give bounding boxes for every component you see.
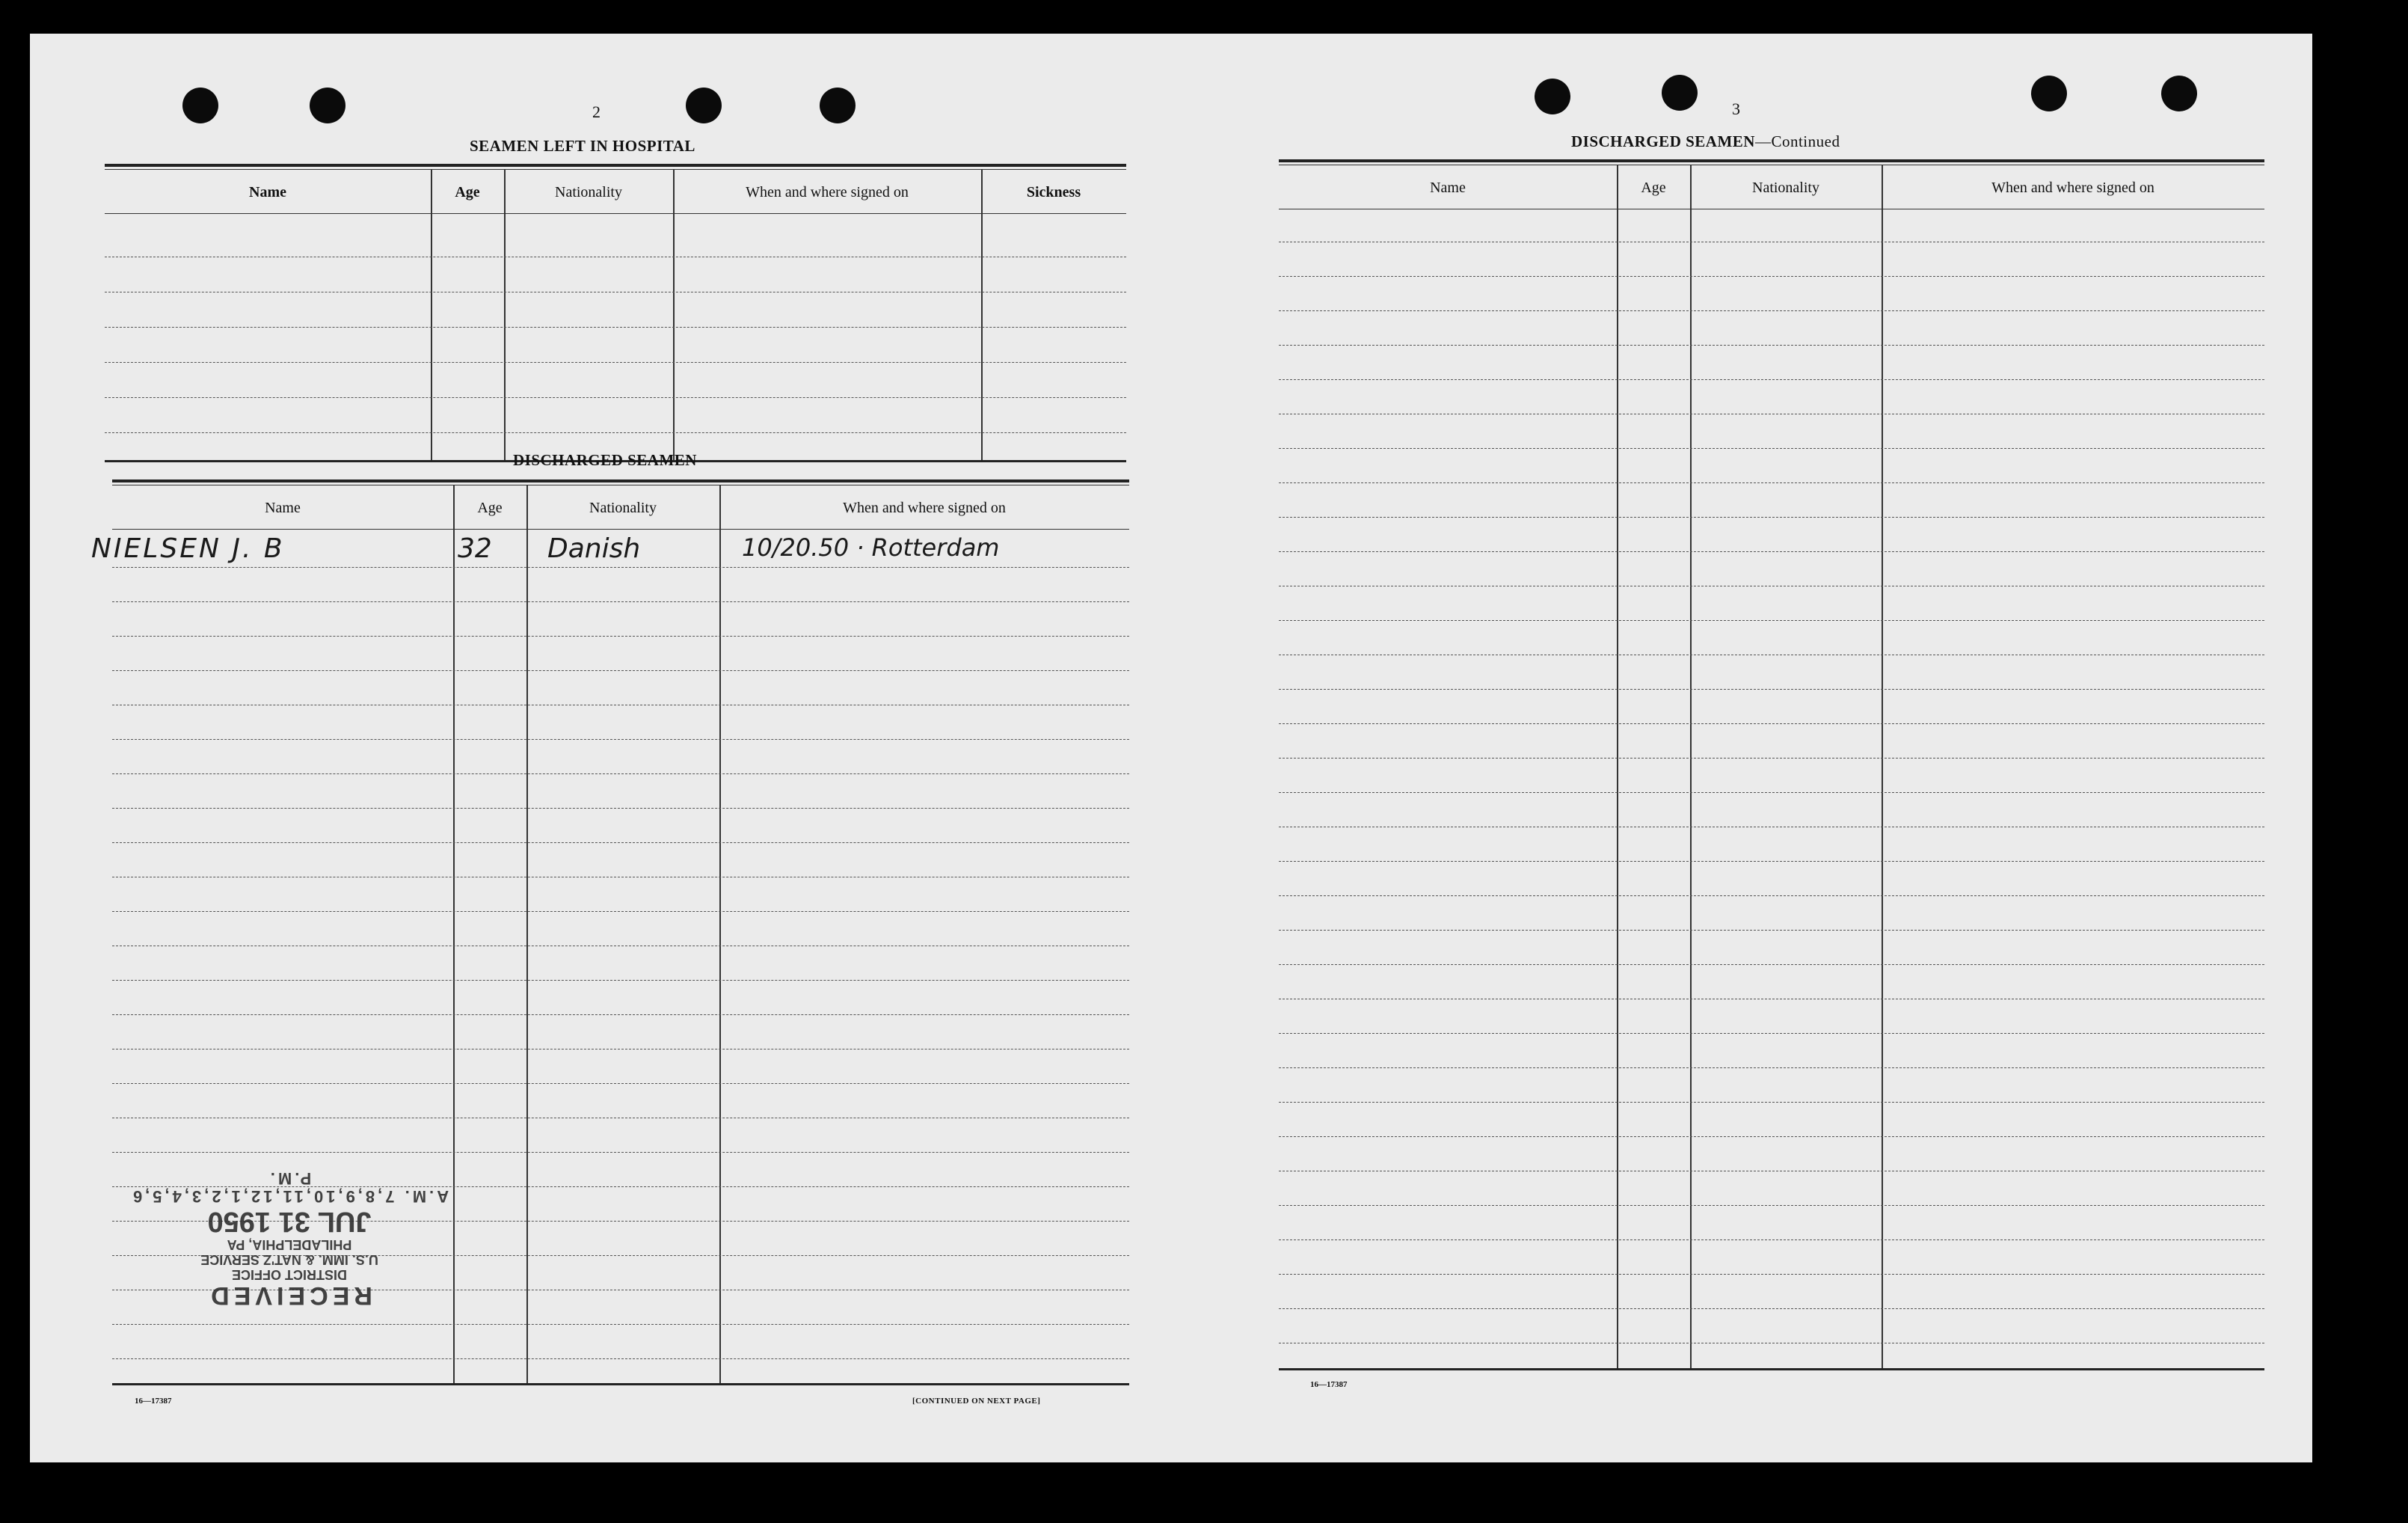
table-row: [105, 432, 1126, 433]
document-sheet: [30, 34, 2312, 1462]
column-divider: [1690, 165, 1692, 1368]
table-top-rule: [105, 169, 1126, 170]
table-row: [112, 1324, 1129, 1325]
entry-name: NIELSEN J. B: [91, 533, 285, 564]
table-row: [1279, 964, 2264, 965]
header-signed-on: When and where signed on: [843, 499, 1006, 516]
table-row: [1279, 620, 2264, 621]
column-divider: [431, 170, 432, 460]
left-page: [30, 34, 1167, 1462]
header-underline: [105, 213, 1126, 214]
table-row: [1279, 861, 2264, 862]
table-row: [1279, 930, 2264, 931]
table-row: [112, 808, 1129, 809]
column-divider: [526, 485, 528, 1383]
table-row: [1279, 379, 2264, 380]
stamp-line: U.S. IMM. & NAT'Z SERVICE: [200, 1251, 378, 1267]
table-row: [1279, 1205, 2264, 1206]
stamp-line: PHILADELPHIA, PA: [227, 1237, 352, 1253]
stamp-line: JUL 31 1950: [207, 1206, 372, 1238]
form-number: 16—17387: [135, 1397, 172, 1406]
table-row: [112, 911, 1129, 912]
table-row: [105, 362, 1126, 363]
punch-hole: [2031, 76, 2067, 111]
hospital-table: [105, 164, 1126, 463]
column-divider: [719, 485, 721, 1383]
table-row: [1279, 345, 2264, 346]
table-row: [1279, 895, 2264, 896]
punch-hole: [820, 88, 856, 123]
entry-signed-on: 10/20.50 · Rotterdam: [742, 533, 1000, 562]
header-age: Age: [477, 499, 503, 516]
table-row: [1279, 1136, 2264, 1137]
table-top-rule: [1279, 159, 2264, 162]
table-bottom-rule: [1279, 1368, 2264, 1370]
discharged-table-continued: [1279, 159, 2264, 1371]
header-name: Name: [265, 499, 301, 516]
table-row: [1279, 276, 2264, 277]
table-row: [1279, 310, 2264, 311]
column-divider: [1617, 165, 1618, 1368]
header-name: Name: [249, 183, 286, 200]
column-divider: [673, 170, 675, 460]
entry-nationality: Danish: [547, 533, 641, 564]
column-divider: [1882, 165, 1883, 1368]
stamp-line: RECEIVED: [206, 1281, 372, 1310]
table-row: [112, 842, 1129, 843]
table-row: [112, 670, 1129, 671]
table-row: [1279, 1102, 2264, 1103]
table-row: [1279, 551, 2264, 552]
table-row: [105, 327, 1126, 328]
header-signed-on: When and where signed on: [746, 183, 909, 200]
table-row: [1279, 482, 2264, 483]
table-row: [1279, 1239, 2264, 1240]
table-row: [1279, 517, 2264, 518]
header-nationality: Nationality: [555, 183, 622, 200]
table-row: [112, 1358, 1129, 1359]
table-row: [112, 636, 1129, 637]
table-row: [1279, 758, 2264, 759]
header-nationality: Nationality: [589, 499, 657, 516]
header-underline: [112, 529, 1129, 530]
punch-hole: [2161, 76, 2197, 111]
stamp-line: DISTRICT OFFICE: [232, 1266, 347, 1282]
column-divider: [981, 170, 983, 460]
right-page: [1226, 34, 2312, 1462]
header-name: Name: [1430, 179, 1466, 196]
punch-hole: [1535, 79, 1570, 114]
page-number: 3: [1732, 99, 1740, 118]
received-stamp: [114, 1055, 465, 1309]
header-age: Age: [455, 183, 480, 200]
header-sickness: Sickness: [1026, 183, 1081, 200]
column-divider: [504, 170, 506, 460]
table-row: [1279, 723, 2264, 724]
table-row: [112, 1014, 1129, 1015]
header-age: Age: [1641, 179, 1666, 196]
stamp-line: A.M. 7,8,9,10,11,12,1,2,3,4,5,6 P.M.: [129, 1169, 449, 1207]
title-suffix: —Continued: [1754, 132, 1840, 150]
form-number: 16—17387: [1310, 1380, 1348, 1389]
punch-hole: [686, 88, 722, 123]
header-signed-on: When and where signed on: [1991, 179, 2154, 196]
title-main: DISCHARGED SEAMEN: [1571, 132, 1755, 150]
punch-hole: [1662, 75, 1698, 111]
header-nationality: Nationality: [1752, 179, 1819, 196]
table-row: [1279, 792, 2264, 793]
table-top-rule: [105, 164, 1126, 167]
table-top-rule: [112, 479, 1129, 482]
table-row: [112, 567, 1129, 568]
entry-age: 32: [458, 533, 492, 564]
continued-note: [CONTINUED ON NEXT PAGE]: [912, 1397, 1041, 1406]
punch-hole: [310, 88, 345, 123]
table-row: [112, 601, 1129, 602]
table-row: [1279, 1033, 2264, 1034]
table-row: [1279, 1274, 2264, 1275]
table-row: [112, 773, 1129, 774]
table-row: [1279, 689, 2264, 690]
table-row: [1279, 1067, 2264, 1068]
hospital-section-title: SEAMEN LEFT IN HOSPITAL: [470, 137, 695, 155]
table-row: [112, 739, 1129, 740]
page-number: 2: [592, 102, 601, 121]
table-row: [1279, 1308, 2264, 1309]
table-row: [112, 980, 1129, 981]
table-row: [1279, 448, 2264, 449]
table-bottom-rule: [112, 1383, 1129, 1385]
table-row: [105, 397, 1126, 398]
punch-hole: [182, 88, 218, 123]
discharged-section-title: DISCHARGED SEAMEN: [513, 451, 697, 469]
discharged-continued-title: [1571, 132, 1840, 151]
